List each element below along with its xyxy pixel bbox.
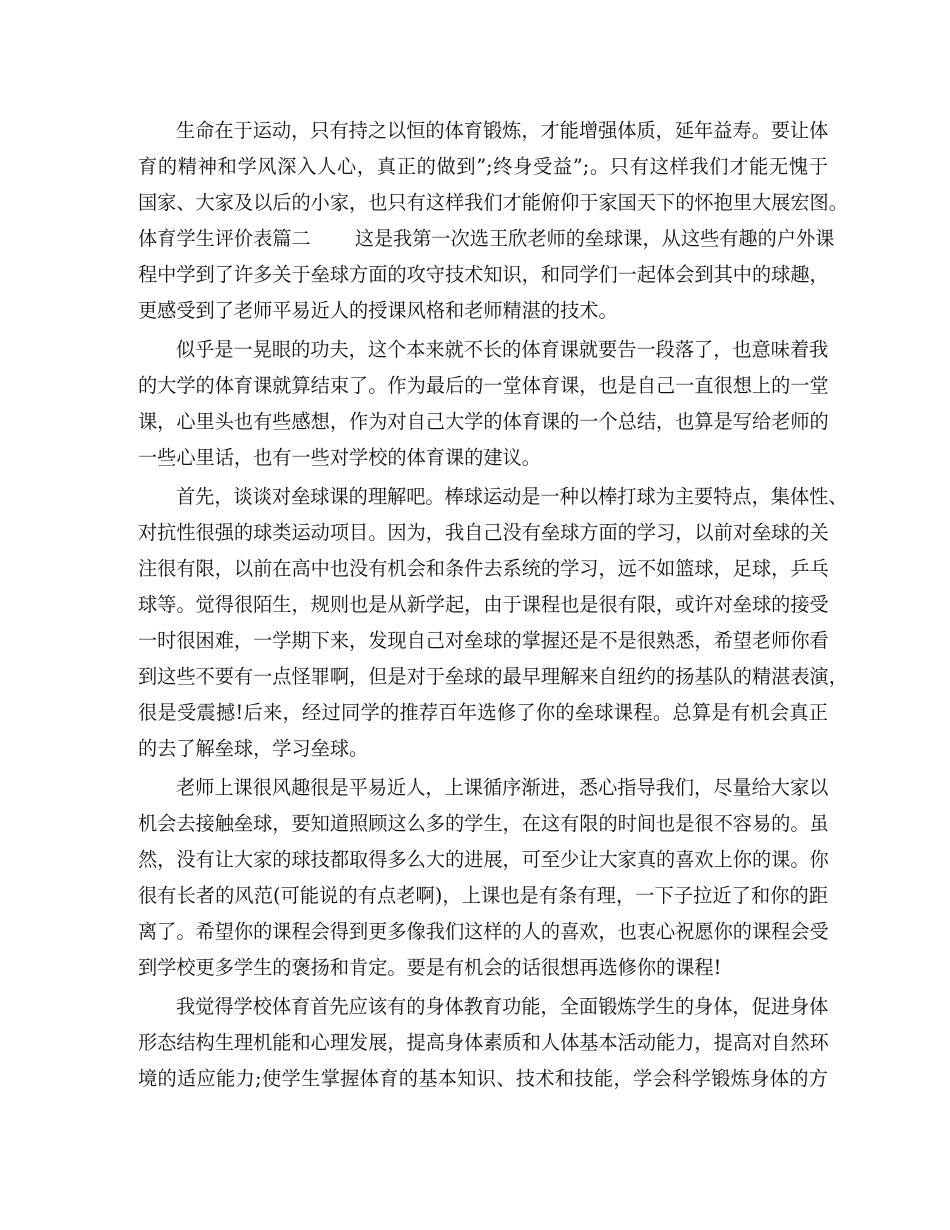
- section-heading-line: [138, 227, 835, 251]
- text-line: 老师上课很风趣很是平易近人，上课循序渐进，悉心指导我们，尽量给大家以: [176, 776, 829, 799]
- text-line: 然，没有让大家的球技都取得多么大的进展，可至少让大家真的喜欢上你的课。你: [138, 848, 829, 871]
- text-line: 球等。觉得很陌生，规则也是从新学起，由于课程也是很有限，或许对垒球的接受: [138, 593, 829, 616]
- text-line: 似乎是一晃眼的功夫，这个本来就不长的体育课就要告一段落了，也意味着我: [176, 338, 829, 361]
- text-line: 更感受到了老师平易近人的授课风格和老师精湛的技术。: [138, 299, 618, 322]
- text-line: 生命在于运动，只有持之以恒的体育锻炼，才能增强体质，延年益寿。要让体: [176, 119, 829, 142]
- text-line: 形态结构生理机能和心理发展，提高身体素质和人体基本活动能力，提高对自然环: [138, 1031, 829, 1054]
- text-line: 境的适应能力;使学生掌握体育的基本知识、技术和技能，学会科学锻炼身体的方: [138, 1067, 828, 1090]
- text-line: 一时很困难，一学期下来，发现自己对垒球的掌握还是不是很熟悉，希望老师你看: [138, 629, 829, 652]
- text-line: 这是我第一次选王欣老师的垒球课，从这些有趣的户外课: [354, 227, 835, 250]
- text-line: 首先，谈谈对垒球课的理解吧。棒球运动是一种以棒打球为主要特点，集体性、: [176, 485, 848, 508]
- text-line: 到这些不要有一点怪罪啊，但是对于垒球的最早理解来自纽约的扬基队的精湛表演，: [138, 665, 848, 688]
- section-heading: 体育学生评价表篇二: [138, 227, 311, 250]
- text-line: 课，心里头也有些感想，作为对自己大学的体育课的一个总结，也算是写给老师的: [138, 410, 829, 433]
- text-line: 机会去接触垒球，要知道照顾这么多的学生，在这有限的时间也是很不容易的。虽: [138, 812, 829, 835]
- text-line: 的大学的体育课就算结束了。作为最后的一堂体育课，也是自己一直很想上的一堂: [138, 374, 829, 397]
- text-line: 很是受震撼!后来，经过同学的推荐百年选修了你的垒球课程。总算是有机会真正: [138, 701, 828, 724]
- text-line: 离了。希望你的课程会得到更多像我们这样的人的喜欢，也衷心祝愿你的课程会受: [138, 920, 829, 943]
- text-line: 我觉得学校体育首先应该有的身体教育功能，全面锻炼学生的身体，促进身体: [176, 995, 829, 1018]
- text-line: 很有长者的风范(可能说的有点老啊)，上课也是有条有理，一下子拉近了和你的距: [138, 884, 828, 907]
- text-line: 程中学到了许多关于垒球方面的攻守技术知识，和同学们一起体会到其中的球趣，: [138, 263, 829, 286]
- text-line: 的去了解垒球，学习垒球。: [138, 737, 369, 760]
- text-line: 对抗性很强的球类运动项目。因为，我自己没有垒球方面的学习，以前对垒球的关: [138, 521, 829, 544]
- text-line: 到学校更多学生的褒扬和肯定。要是有机会的话很想再选修你的课程!: [138, 956, 722, 979]
- text-line: 一些心里话，也有一些对学校的体育课的建议。: [138, 446, 541, 469]
- text-line: 注很有限，以前在高中也没有机会和条件去系统的学习，远不如篮球，足球，乒乓: [138, 557, 829, 580]
- text-line: 育的精神和学风深入人心，真正的做到”;终身受益”;。只有这样我们才能无愧于: [138, 155, 828, 178]
- text-line: 国家、大家及以后的小家，也只有这样我们才能俯仰于家国天下的怀抱里大展宏图。: [138, 191, 848, 214]
